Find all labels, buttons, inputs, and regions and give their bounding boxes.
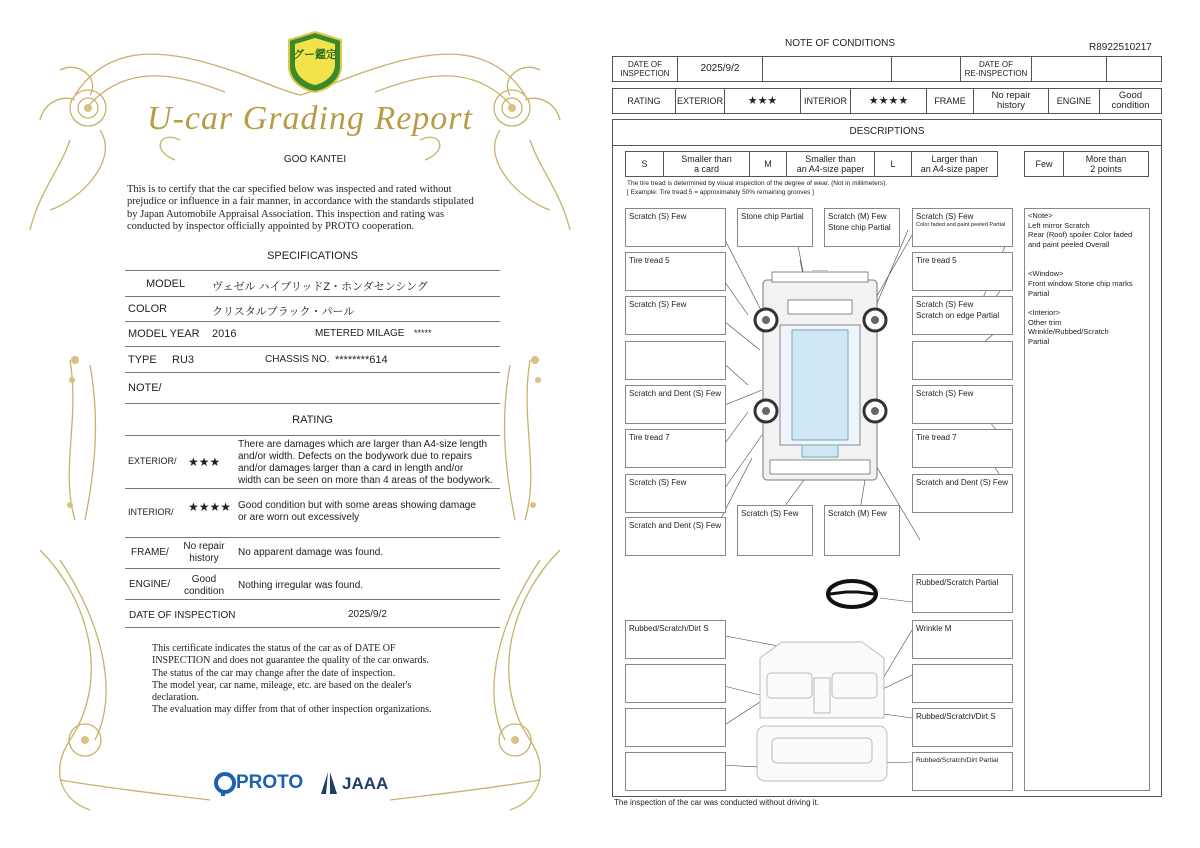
condition-box: Scratch (S) Few bbox=[912, 385, 1013, 424]
frame-description: No apparent damage was found. bbox=[238, 547, 384, 558]
engine-label: ENGINE/ bbox=[129, 579, 171, 590]
report-subtitle: GOO KANTEI bbox=[283, 154, 347, 165]
frame-label: FRAME/ bbox=[131, 547, 169, 558]
metered-value: ***** bbox=[414, 328, 432, 338]
model-year-label: MODEL YEAR bbox=[128, 328, 200, 340]
interior-stars: ★★★★ bbox=[188, 500, 232, 514]
date-empty-cell bbox=[762, 56, 892, 82]
engine-label: ENGINE bbox=[1048, 88, 1100, 114]
model-value: ヴェゼル ハイブリッドZ・ホンダセンシング bbox=[212, 281, 428, 293]
legend-l-text: Larger than an A4-size paper bbox=[911, 151, 998, 177]
badge-text: グー鑑定 bbox=[293, 49, 337, 61]
certify-text: This is to certify that the car specified below was inspected and rated without prejudice or influence in a fair manner, in accordance with the standards stipulated by Japan Automobile Appraisal Association. This inspection and rating was conducted by inspector officially appointed by PROTO cooperation. bbox=[127, 184, 474, 232]
date-of-inspection-label: DATE OF INSPECTION bbox=[612, 56, 678, 82]
color-value: クリスタルブラック・パール bbox=[212, 306, 355, 318]
legend-s-text: Smaller than a card bbox=[663, 151, 750, 177]
type-label: TYPE bbox=[128, 354, 157, 366]
descriptions-heading: DESCRIPTIONS bbox=[849, 126, 925, 137]
car-top-view-icon bbox=[750, 270, 890, 485]
condition-box bbox=[625, 708, 726, 747]
condition-box: Rubbed/Scratch Partial bbox=[912, 574, 1013, 613]
interior-label: INTERIOR/ bbox=[128, 507, 174, 517]
rating-label: RATING bbox=[612, 88, 676, 114]
reinspection-value bbox=[1031, 56, 1107, 82]
condition-box: Scratch and Dent (S) Few bbox=[625, 517, 726, 556]
date-of-inspection-value: 2025/9/2 bbox=[348, 609, 387, 620]
report-id: R8922510217 bbox=[1089, 42, 1152, 53]
condition-box: Scratch (S) Few Color faded and paint peeled Partial bbox=[912, 208, 1013, 247]
tire-front-right-icon bbox=[862, 307, 888, 333]
proto-logo-text: PROTO bbox=[236, 772, 304, 793]
certificate-footer-text: This certificate indicates the status of the car as of DATE OF INSPECTION and does not guarantee the quality of the car onwards. The status of the car may change after the date of inspection. The model year, car name, mileage, etc. are based on the dealer's declaration. The evaluation may differ from that of other inspection organizations. bbox=[152, 643, 432, 716]
condition-box bbox=[625, 664, 726, 703]
exterior-label: EXTERIOR/ bbox=[128, 456, 177, 466]
condition-box: Rubbed/Scratch/Dirt S bbox=[912, 708, 1013, 747]
condition-box: Stone chip Partial bbox=[737, 208, 813, 247]
condition-box: Tire tread 5 bbox=[625, 252, 726, 291]
note-label: NOTE/ bbox=[128, 382, 162, 394]
date-of-inspection-label: DATE OF INSPECTION bbox=[129, 610, 236, 621]
exterior-stars: ★★★ bbox=[188, 455, 221, 469]
condition-box: Scratch (S) Few bbox=[625, 208, 726, 247]
exterior-description: There are damages which are larger than A4-size length and/or width. Defects on the bodywork due to repairs and/or damages larger than a card in length and/or width can be seen on more than 4 areas of the bodywork. bbox=[238, 439, 493, 486]
note-of-conditions bbox=[600, 0, 1200, 848]
legend-few-code: Few bbox=[1024, 151, 1064, 177]
car-interior-icon bbox=[742, 638, 902, 788]
engine-value: Good condition bbox=[183, 574, 225, 597]
condition-box: Rubbed/Scratch/Dirt S bbox=[625, 620, 726, 659]
inspection-footer: The inspection of the car was conducted without driving it. bbox=[614, 798, 819, 807]
condition-box bbox=[912, 664, 1013, 703]
goo-kantei-badge-icon bbox=[286, 30, 344, 94]
condition-box: Wrinkle M bbox=[912, 620, 1013, 659]
interior-stars: ★★★★ bbox=[850, 88, 927, 114]
jaaa-logo-icon bbox=[318, 770, 340, 796]
condition-box bbox=[912, 341, 1013, 380]
condition-box bbox=[625, 752, 726, 791]
notes-panel: <Note> Left mirror Scratch Rear (Roof) spoiler Color faded and paint peeled Overall <Window> Front window Stone chip marks Partial <Interior> Other trim Wrinkle/Rubbed/Scratch Partial bbox=[1024, 208, 1150, 791]
condition-box: Tire tread 7 bbox=[625, 429, 726, 468]
date-empty-cell bbox=[1106, 56, 1162, 82]
chassis-label: CHASSIS NO. bbox=[265, 354, 330, 365]
legend-m-code: M bbox=[749, 151, 787, 177]
condition-box: Scratch (M) Few Stone chip Partial bbox=[824, 208, 900, 247]
condition-box: Tire tread 5 bbox=[912, 252, 1013, 291]
legend-m-text: Smaller than an A4-size paper bbox=[786, 151, 875, 177]
jaaa-logo-text: JAAA bbox=[342, 774, 389, 793]
specifications-heading: SPECIFICATIONS bbox=[267, 250, 358, 262]
report-title: U-car Grading Report bbox=[147, 100, 473, 137]
model-label: MODEL bbox=[146, 278, 186, 290]
model-year-value: 2016 bbox=[212, 328, 237, 340]
condition-box: Rubbed/Scratch/Dirt Partial bbox=[912, 752, 1013, 791]
engine-value: Good condition bbox=[1099, 88, 1162, 114]
date-of-inspection-value: 2025/9/2 bbox=[677, 56, 763, 82]
tire-front-left-icon bbox=[753, 307, 779, 333]
condition-box: Scratch (M) Few bbox=[824, 505, 900, 556]
legend-few-text: More than 2 points bbox=[1063, 151, 1149, 177]
legend-l-code: L bbox=[874, 151, 912, 177]
color-label: COLOR bbox=[128, 303, 168, 315]
date-empty-cell bbox=[891, 56, 961, 82]
type-value: RU3 bbox=[172, 354, 195, 366]
legend-s-code: S bbox=[625, 151, 664, 177]
exterior-stars: ★★★ bbox=[724, 88, 801, 114]
condition-box: Scratch and Dent (S) Few bbox=[912, 474, 1013, 513]
rating-heading: RATING bbox=[292, 414, 333, 426]
condition-box: Scratch and Dent (S) Few bbox=[625, 385, 726, 424]
engine-description: Nothing irregular was found. bbox=[238, 580, 364, 591]
interior-label: INTERIOR bbox=[800, 88, 851, 114]
condition-box: Scratch (S) Few Scratch on edge Partial bbox=[912, 296, 1013, 335]
condition-box bbox=[625, 341, 726, 380]
conditions-title: NOTE OF CONDITIONS bbox=[785, 38, 895, 49]
frame-value: No repair history bbox=[183, 541, 225, 564]
tire-note: The tire tread is determined by visual inspection of the degree of wear. (Not in millimeters). [ Example: Tire tread 5 = approximately 50% remaining grooves ] bbox=[627, 180, 888, 196]
interior-description: Good condition but with some areas showing damage or are worn out excessively bbox=[238, 500, 476, 523]
condition-box: Tire tread 7 bbox=[912, 429, 1013, 468]
condition-box: Scratch (S) Few bbox=[625, 296, 726, 335]
condition-box: Scratch (S) Few bbox=[625, 474, 726, 513]
tire-rear-left-icon bbox=[753, 398, 779, 424]
chassis-value: ********614 bbox=[335, 354, 388, 366]
tire-rear-right-icon bbox=[862, 398, 888, 424]
metered-label: METERED MILAGE bbox=[315, 328, 405, 339]
condition-box: Scratch (S) Few bbox=[737, 505, 813, 556]
frame-label: FRAME bbox=[926, 88, 974, 114]
frame-value: No repair history bbox=[973, 88, 1049, 114]
reinspection-label: DATE OF RE-INSPECTION bbox=[960, 56, 1032, 82]
exterior-label: EXTERIOR bbox=[675, 88, 725, 114]
